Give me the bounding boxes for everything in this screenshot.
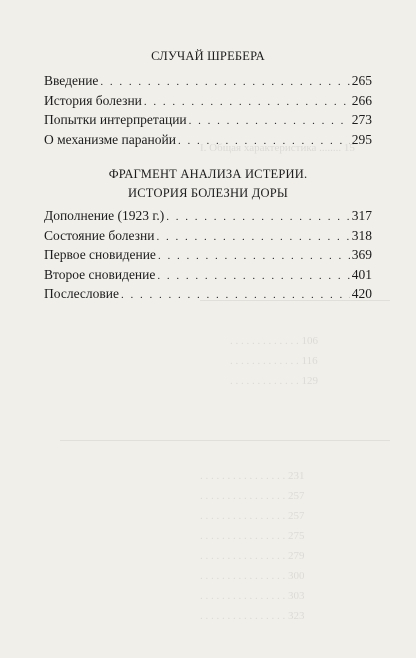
toc-entry[interactable] [44, 286, 372, 306]
toc-entry-title: Послесловие [44, 286, 119, 301]
dot-leader [158, 250, 350, 262]
dot-leader [100, 76, 349, 88]
dot-leader [166, 211, 349, 223]
section-heading-schreber: СЛУЧАЙ ШРЕБЕРА [151, 49, 265, 63]
toc-entry[interactable] [44, 228, 372, 248]
toc-entry-page: 295 [351, 131, 372, 147]
dot-leader [121, 289, 350, 301]
toc-entry-page: 266 [351, 92, 372, 108]
toc-entry-page: 369 [351, 247, 372, 262]
section-heading-dora-line2: ИСТОРИЯ БОЛЕЗНИ ДОРЫ [128, 186, 288, 200]
toc-entry[interactable] [44, 247, 372, 267]
toc-entry-title: Второе сновидение [44, 266, 156, 282]
toc-entry-title: Первое сновидение [44, 247, 156, 262]
dot-leader [157, 270, 349, 282]
toc-entry-title: Попытки интерпретации [44, 112, 187, 127]
toc-entry[interactable] [44, 267, 372, 287]
toc-entry-title: Дополнение (1923 г.) [44, 208, 165, 223]
dot-leader [156, 231, 349, 243]
toc-entry[interactable] [44, 132, 372, 152]
toc-entry-page: 273 [351, 112, 372, 127]
dot-leader [178, 135, 350, 147]
toc-entry-page: 401 [351, 266, 372, 282]
toc-entry-title: О механизме паранойи [44, 131, 176, 147]
toc-entry[interactable] [44, 93, 372, 113]
toc-entry[interactable] [44, 208, 372, 228]
toc-entry-page: 318 [351, 227, 372, 243]
toc-entry-title: История болезни [44, 92, 142, 108]
dot-leader [144, 96, 350, 108]
toc-entry-title: Введение [44, 73, 99, 88]
toc-list-dora [44, 208, 372, 306]
toc-entry[interactable] [44, 73, 372, 93]
dot-leader [189, 115, 350, 127]
toc-entry-page: 317 [351, 208, 372, 223]
toc-entry[interactable] [44, 112, 372, 132]
toc-list-schreber [44, 73, 372, 151]
section-heading-dora-line1: ФРАГМЕНТ АНАЛИЗА ИСТЕРИИ. [108, 167, 308, 181]
toc-entry-title: Состояние болезни [44, 227, 155, 243]
toc-entry-page: 265 [351, 73, 372, 88]
toc-entry-page: 420 [351, 286, 372, 301]
